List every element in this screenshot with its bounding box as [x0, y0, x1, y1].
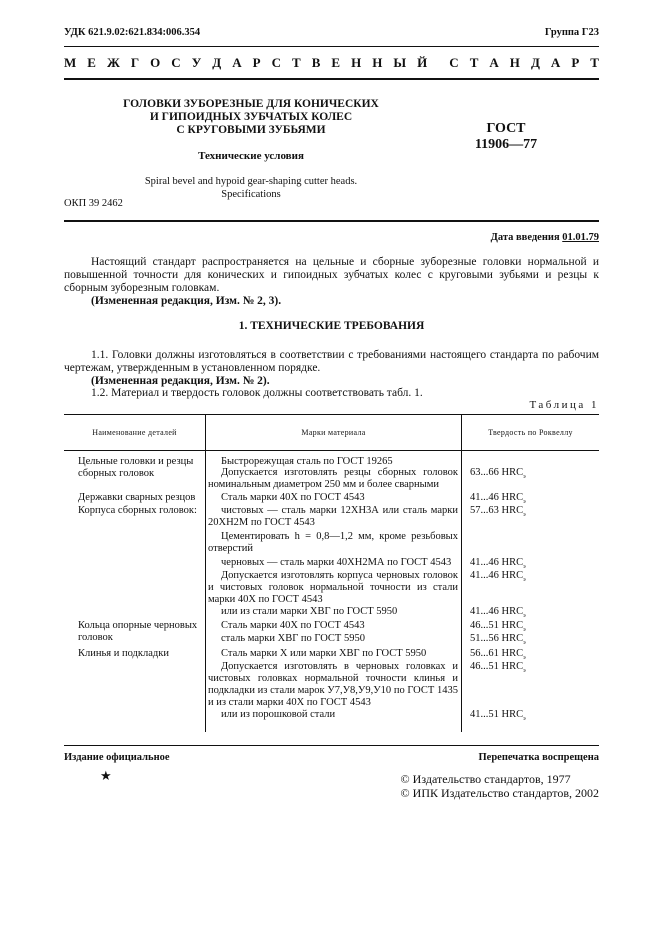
- cell-material: [208, 467, 458, 491]
- cell-material: [208, 709, 458, 721]
- cell-material-text: Сталь марки Х или марки ХВГ по ГОСТ 5950: [221, 648, 427, 659]
- cell-part-text: Корпуса сборных головок:: [78, 505, 197, 516]
- copyright-block: [401, 772, 599, 800]
- footer-rule: [64, 745, 599, 746]
- banner-letter: А: [550, 55, 561, 70]
- cell-material: [208, 620, 458, 632]
- banner-letter: Н: [351, 55, 362, 70]
- cell-hardness-text: 41...46 HRC: [470, 606, 524, 617]
- hardness-scale-subscript: э: [523, 627, 526, 634]
- banner-letter: Д: [530, 55, 540, 70]
- table-column-divider: [205, 414, 206, 732]
- gost-label: ГОСТ: [486, 121, 526, 136]
- table-header: [64, 414, 599, 451]
- banner-letter: О: [150, 55, 161, 70]
- cell-hardness: [468, 570, 558, 586]
- header-hardness: Твердость по Роквеллу: [488, 427, 573, 437]
- gost-number: [446, 121, 566, 153]
- reprint-forbidden: Перепечатка воспрещена: [478, 752, 599, 763]
- banner-letter: Е: [87, 55, 96, 70]
- banner-letter: Д: [212, 55, 222, 70]
- banner-letter: Ж: [106, 55, 120, 70]
- cell-material-text: Допускается изготовлять корпуса черновых головок и чистовых головок нормальной точности из стали марки 40Х по ГОСТ 4543: [208, 570, 458, 605]
- header-part: Наименование деталей: [92, 427, 177, 437]
- group-code: Группа Г23: [544, 27, 599, 38]
- okp-code: ОКП 39 2462: [64, 198, 123, 209]
- cell-material-text: Допускается изготовлять в черновых головках и чистовых головках нормальной точности клинья и подкладки из стали марок У7,У8,У9,У10 по ГОСТ 1435 и из стали марки 40Х по ГОСТ 4543: [208, 661, 458, 708]
- cell-hardness-text: 41...46 HRC: [470, 557, 524, 568]
- cell-material-text: Сталь марки 40Х по ГОСТ 4543: [221, 492, 365, 503]
- banner-letter: Р: [252, 55, 261, 70]
- star-icon: ★: [100, 768, 112, 783]
- banner-letter: Р: [571, 55, 580, 70]
- english-title-line: Specifications: [221, 189, 281, 200]
- hardness-scale-subscript: э: [523, 668, 526, 675]
- cell-hardness-text: 56...61 HRC: [470, 648, 524, 659]
- clause-1-1-edit-note: (Измененная редакция, Изм. № 2).: [91, 375, 270, 387]
- cell-material: [208, 648, 458, 660]
- cell-hardness-text: [468, 456, 470, 467]
- banner-letter: М: [64, 55, 77, 70]
- cell-part: [64, 620, 204, 644]
- intro-edit-note: (Измененная редакция, Изм. № 2, 3).: [91, 295, 282, 307]
- cell-hardness-text: 51...56 HRC: [470, 633, 524, 644]
- banner-letter: Н: [509, 55, 520, 70]
- cell-hardness-text: 41...46 HRC: [470, 492, 524, 503]
- cell-hardness-text: 46...51 HRC: [470, 620, 524, 631]
- cell-material-text: сталь марки ХВГ по ГОСТ 5950: [221, 633, 365, 644]
- cell-material: [208, 505, 458, 529]
- banner-letter: Й: [417, 55, 428, 70]
- banner-letter: Ы: [393, 55, 407, 70]
- cell-hardness-text: 63...66 HRC: [470, 467, 524, 478]
- cell-part: [64, 505, 204, 517]
- banner-letter: А: [489, 55, 499, 70]
- banner-letter: Н: [372, 55, 383, 70]
- cell-material-text: или из порошковой стали: [221, 709, 336, 720]
- cell-part: [64, 492, 204, 504]
- cell-hardness: [468, 633, 558, 649]
- hardness-scale-subscript: э: [523, 564, 526, 571]
- banner-letter: Т: [292, 55, 301, 70]
- cell-material: [208, 661, 458, 709]
- english-title-line: Spiral bevel and hypoid gear-shaping cutter heads.: [144, 176, 358, 187]
- cell-hardness-text: 57...63 HRC: [470, 505, 524, 516]
- cell-material: [208, 492, 458, 504]
- banner-letter: Г: [130, 55, 140, 70]
- banner-letter: В: [311, 55, 321, 70]
- banner-letter: Е: [331, 55, 341, 70]
- gost-code: 11906—77: [474, 137, 538, 152]
- table-column-divider: [461, 414, 462, 732]
- cell-material-text: Сталь марки 40Х по ГОСТ 4543: [221, 620, 365, 631]
- interstate-standard-banner: [64, 55, 599, 71]
- cell-material-text: Быстрорежущая сталь по ГОСТ 19265: [221, 456, 393, 467]
- banner-letter: С: [449, 55, 459, 70]
- banner-letter: С: [271, 55, 281, 70]
- document-subtitle: Технические условия: [198, 150, 304, 162]
- udk-code: УДК 621.9.02:621.834:006.354: [64, 27, 201, 38]
- table-caption: Таблица 1: [529, 399, 599, 411]
- cell-hardness: [468, 709, 558, 725]
- official-edition: Издание официальное: [64, 752, 170, 763]
- cell-hardness: [468, 531, 558, 543]
- cell-hardness: [468, 661, 558, 677]
- hardness-scale-subscript: э: [523, 577, 526, 584]
- cell-material: [208, 557, 458, 569]
- cell-hardness: [468, 467, 558, 483]
- cell-part-text: Державки сварных резцов: [78, 492, 196, 503]
- cell-part-text: Кольца опорные черновых головок: [78, 620, 198, 643]
- copyright-line: © ИПК Издательство стандартов, 2002: [400, 786, 599, 800]
- cell-material-text: черновых — сталь марки 40ХН2МА по ГОСТ 4543: [221, 557, 452, 568]
- cell-material: [208, 570, 458, 606]
- hardness-scale-subscript: э: [523, 716, 526, 723]
- cell-material-text: Цементировать h = 0,8—1,2 мм, кроме резьбовых отверстий: [208, 531, 458, 554]
- cell-hardness-text: 41...46 HRC: [470, 570, 524, 581]
- cell-material: [208, 531, 458, 555]
- intro-paragraph: Настоящий стандарт распространяется на цельные и сборные зуборезные головки нормальной и повышенной точности для конических и гипоидных зубчатых колес с круговыми зубьями и резцы к сборным зуборезным головкам.: [64, 256, 599, 294]
- cell-hardness-text: 41...51 HRC: [470, 709, 524, 720]
- cell-hardness: [468, 505, 558, 521]
- header-material: Марки материала: [301, 427, 366, 437]
- title-line: И ГИПОИДНЫХ ЗУБЧАТЫХ КОЛЕС: [149, 111, 353, 123]
- cell-part: [64, 648, 204, 660]
- banner-rule: [64, 78, 599, 80]
- hardness-scale-subscript: э: [523, 512, 526, 519]
- cell-material: [208, 606, 458, 618]
- cell-hardness-text: [468, 531, 470, 542]
- title-rule: [64, 220, 599, 222]
- hardness-scale-subscript: э: [523, 613, 526, 620]
- banner-letter: Т: [590, 55, 599, 70]
- date-value: 01.01.79: [562, 232, 599, 243]
- cell-part-text: Клинья и подкладки: [78, 648, 169, 659]
- document-title: [64, 98, 438, 137]
- cell-part-text: Цельные головки и резцы сборных головок: [78, 456, 194, 479]
- cell-material-text: или из стали марки ХВГ по ГОСТ 5950: [221, 606, 398, 617]
- copyright-line: © Издательство стандартов, 1977: [400, 772, 571, 786]
- introduction-date: [491, 232, 599, 243]
- hardness-scale-subscript: э: [523, 474, 526, 481]
- hardness-scale-subscript: э: [523, 640, 526, 647]
- banner-letter: У: [191, 55, 202, 70]
- materials-table: [64, 414, 599, 723]
- date-label: Дата введения: [490, 232, 560, 243]
- cell-hardness-text: 46...51 HRC: [470, 661, 524, 672]
- hardness-scale-subscript: э: [523, 655, 526, 662]
- title-line: ГОЛОВКИ ЗУБОРЕЗНЫЕ ДЛЯ КОНИЧЕСКИХ: [123, 98, 379, 110]
- clause-1-2: 1.2. Материал и твердость головок должны соответствовать табл. 1.: [91, 387, 423, 399]
- clause-1-1: 1.1. Головки должны изготовляться в соответствии с требованиями настоящего стандарта по рабочим чертежам, утвержденным в установленном порядке.: [64, 349, 599, 374]
- banner-letter: С: [171, 55, 181, 70]
- banner-letter: А: [232, 55, 242, 70]
- cell-part: [64, 456, 204, 480]
- title-line: С КРУГОВЫМИ ЗУБЬЯМИ: [176, 124, 326, 136]
- section-title: 1. ТЕХНИЧЕСКИЕ ТРЕБОВАНИЯ: [238, 320, 425, 332]
- banner-letter: Т: [469, 55, 479, 70]
- cell-material-text: Допускается изготовлять резцы сборных головок номинальным диаметром 250 мм и более сварными: [208, 467, 458, 490]
- hardness-scale-subscript: э: [523, 499, 526, 506]
- cell-material: [208, 633, 458, 645]
- top-rule: [64, 46, 599, 47]
- cell-material-text: чистовых — сталь марки 12ХН3А или сталь марки 20ХН2М по ГОСТ 4543: [208, 505, 458, 528]
